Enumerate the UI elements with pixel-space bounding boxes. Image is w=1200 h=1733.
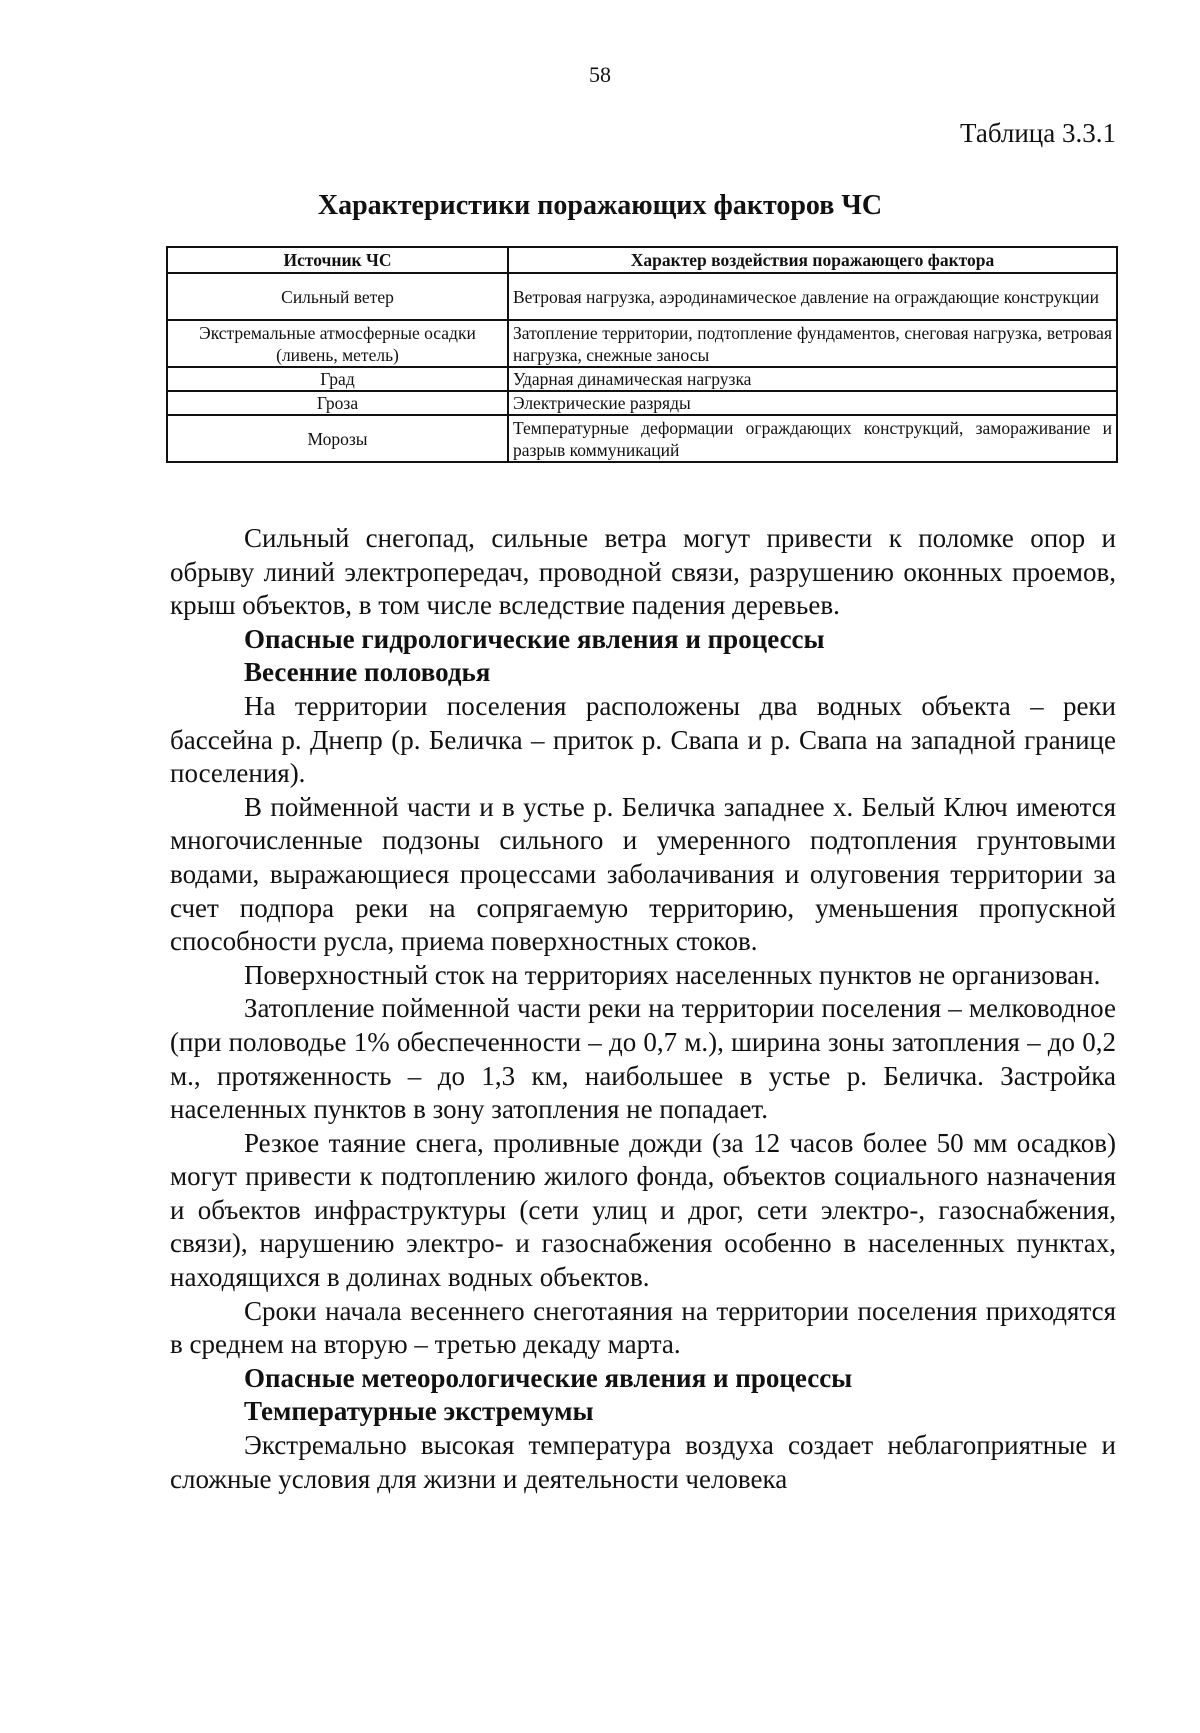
page-number: 58 <box>589 62 611 87</box>
paragraph: Резкое таяние снега, проливные дожди (за 12 часов более 50 мм осадков) могут привести к подтоплению жилого фонда, объектов социального назначения и объектов инфраструктуры (сети улиц и дрог, сети электро-, газоснабжения, связи), нарушению электро- и газоснабжения особенно в населенных пунктах, находящихся в долинах водных объектов. <box>170 1127 1116 1293</box>
paragraph: На территории поселения расположены два водных объекта – реки бассейна р. Днепр (р. Беличка – приток р. Свапа и р. Свапа на западной границе поселения). <box>170 690 1116 789</box>
section-heading: Опасные метеорологические явления и процессы <box>244 1362 853 1393</box>
effect-cell: Ветровая нагрузка, аэродинамическое давление на ограждающие конструкции <box>508 273 1117 320</box>
effect-cell: Температурные деформации ограждающих конструкций, замораживание и разрыв коммуникаций <box>508 415 1117 462</box>
source-cell: Экстремальные атмосферные осадки (ливень, метель) <box>167 320 508 367</box>
subsection-heading: Весенние половодья <box>244 657 491 688</box>
paragraph: В пойменной части и в устье р. Беличка западнее х. Белый Ключ имеются многочисленные подзоны сильного и умеренного подтопления грунтовыми водами, выражающиеся процессами заболачивания и олуговения территории за счет подпора реки на сопрягаемую территорию, уменьшения пропускной способности русла, приема поверхностных стоков. <box>170 791 1116 957</box>
subsection-heading: Температурные экстремумы <box>244 1396 594 1427</box>
paragraph: Экстремально высокая температура воздуха создает неблагоприятные и сложные условия для жизни и деятельности человека <box>170 1430 1116 1494</box>
body-text <box>170 522 1116 1496</box>
source-cell: Сильный ветер <box>167 273 508 320</box>
table-row <box>167 415 1117 462</box>
table-row <box>167 391 1117 415</box>
table-header-row <box>167 247 1117 273</box>
section-heading: Опасные гидрологические явления и процессы <box>244 623 825 654</box>
table-row <box>167 273 1117 320</box>
table-row <box>167 367 1117 391</box>
effect-cell: Электрические разряды <box>508 391 1117 415</box>
column-header-source: Источник ЧС <box>167 247 508 273</box>
table-row <box>167 320 1117 367</box>
effect-cell: Затопление территории, подтопление фундаментов, снеговая нагрузка, ветровая нагрузка, снежные заносы <box>508 320 1117 367</box>
table-title: Характеристики поражающих факторов ЧС <box>317 190 883 221</box>
paragraph: Затопление пойменной части реки на территории поселения – мелководное (при половодье 1% обеспеченности – до 0,7 м.), ширина зоны затопления – до 0,2 м., протяженность – до 1,3 км, наибольшее в устье р. Беличка. Застройка населенных пунктов в зону затопления не попадает. <box>170 993 1116 1125</box>
table-caption: Таблица 3.3.1 <box>960 118 1116 148</box>
column-header-effect: Характер воздействия поражающего фактора <box>508 247 1117 273</box>
hazard-factors-table <box>166 246 1118 463</box>
source-cell: Морозы <box>167 415 508 462</box>
source-cell: Гроза <box>167 391 508 415</box>
effect-cell: Ударная динамическая нагрузка <box>508 367 1117 391</box>
paragraph: Сильный снегопад, сильные ветра могут привести к поломке опор и обрыву линий электропередач, проводной связи, разрушению оконных проемов, крыш объектов, в том числе вследствие падения деревьев. <box>170 523 1116 621</box>
source-cell: Град <box>167 367 508 391</box>
paragraph: Поверхностный сток на территориях населенных пунктов не организован. <box>244 959 1101 990</box>
paragraph: Сроки начала весеннего снеготаяния на территории поселения приходятся в среднем на вторую – третью декаду марта. <box>170 1295 1116 1360</box>
